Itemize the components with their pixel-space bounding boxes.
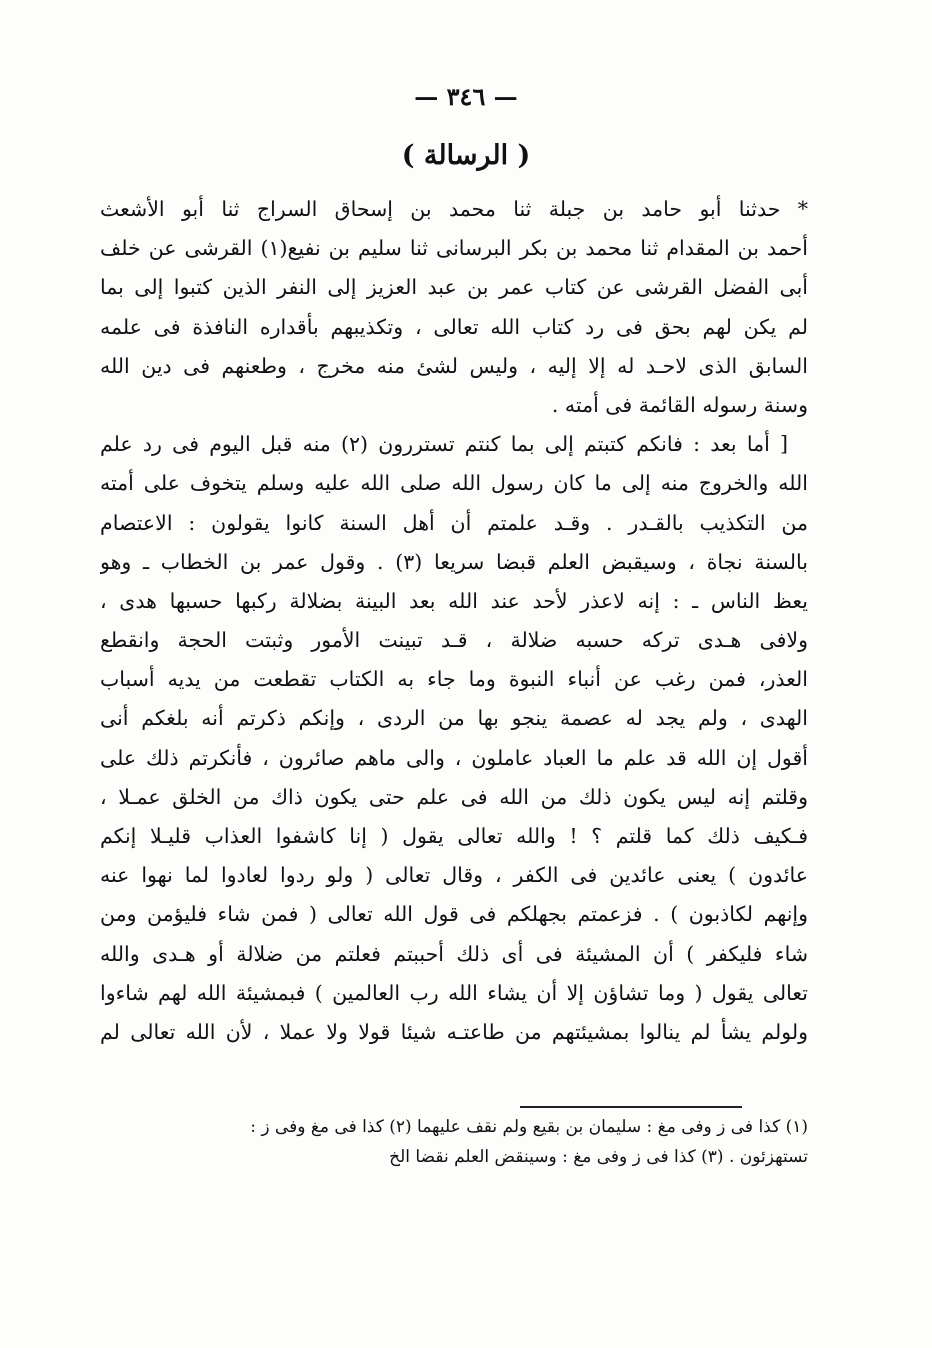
body-line: وإنهم لكاذبون ) . فزعمتم بجهلكم فى قول الله تعالى ( فمن شاء فليؤمن ومن (100, 902, 808, 927)
body-line: تعالى يقول ( وما تشاؤن إلا أن يشاء الله رب العالمين ) فبمشيئة الله لهم شاءوا (100, 980, 808, 1005)
body-line: وقلتم إنه ليس يكون ذلك من الله فى علم حتى يكون ذاك من الخلق عمـلا ، (100, 784, 808, 809)
body-line: عائدون ) يعنى عائدين فى الكفر ، وقال تعالى ( ولو ردوا لعادوا لما نهوا عنه (100, 863, 808, 888)
body-line: وسنة رسوله القائمة فى أمته . (551, 392, 808, 417)
page-number: — ٣٤٦ — (414, 82, 518, 111)
body-line: لم يكن لهم بحق فى رد كتاب الله تعالى ، وتكذيبهم بأقداره النافذة فى علمه (100, 314, 808, 339)
body-line: ولافى هـدى تركه حسبه ضلالة ، قـد تبينت الأمور وثبتت الحجة وانقطع (100, 628, 808, 653)
body-line: ولولم يشأ لم ينالوا بمشيئتهم من طاعتـه شيئا قولا ولا عملا ، لأن الله تعالى لم (100, 1019, 808, 1044)
body-line: يعظ الناس ـ : إنه لاعذر لأحد عند الله بعد البينة بضلالة ركبها حسبها هدى ، (100, 588, 808, 613)
body-line: أقول إن الله قد علم ما العباد عاملون ، والى ماهم صائرون ، فأنكرتم ذلك على (100, 745, 808, 770)
footnote-line: (١) كذا فى ز وفى مغ : سليمان بن بقيع ولم نقف عليهما (٢) كذا فى مغ وفى ز : (250, 1117, 808, 1137)
footnote-divider (520, 1106, 742, 1108)
footnotes (108, 1112, 808, 1172)
body-line: بالسنة نجاة ، وسيقبض العلم قبضا سريعا (٣) . وقول عمر بن الخطاب ـ وهو (100, 549, 808, 574)
body-line: الله والخروج منه إلى ما كان رسول الله صلى الله عليه وسلم يتخوف على أمته (100, 471, 808, 496)
body-line: * حدثنا أبو حامد بن جبلة ثنا محمد بن إسحاق السراج ثنا أبو الأشعث (100, 197, 808, 221)
body-line: الهدى ، ولم يجد له عصمة ينجو بها من الردى ، وإنكم ذكرتم أنه بلغكم أنى (100, 706, 808, 731)
body-line: من التكذيب بالقـدر . وقـد علمتم أن أهل السنة كانوا يقولون : الاعتصام (100, 510, 808, 535)
body-line: شاء فليكفر ) أن المشيئة فى أى ذلك أحببتم فعلتم من ضلالة أو هـدى والله (100, 941, 808, 966)
body-line: [ أما بعد : فانكم كتبتم إلى بما كنتم تستررون (٢) منه قبل اليوم فى رد علم (100, 432, 788, 457)
body-line: العذر، فمن رغب عن أنباء النبوة وما جاء به الكتاب تقطعت من يديه أسباب (100, 667, 808, 692)
body-line: أبى الفضل القرشى عن كتاب عمر بن عبد العزيز إلى النفر الذين كتبوا إلى بما (100, 275, 808, 300)
body-line: أحمد بن المقدام ثنا محمد بن بكر البرسانى ثنا سليم بن نفيع(١) القرشى عن خلف (100, 236, 808, 261)
section-title: ( الرسالة ) (401, 140, 531, 171)
body-line: السابق الذى لاحـد له إلا إليه ، وليس لشئ منه مخرج ، وطعنهم فى دين الله (100, 353, 808, 378)
body-line: فـكيف ذلك كما قلتم ؟ ! والله تعالى يقول ( إنا كاشفوا العذاب قليـلا إنكم (100, 824, 808, 848)
footnote-line: تستهزئون . (٣) كذا فى ز وفى مغ : وسينقض العلم نقضا الخ (389, 1147, 808, 1167)
body-text (100, 190, 808, 1052)
